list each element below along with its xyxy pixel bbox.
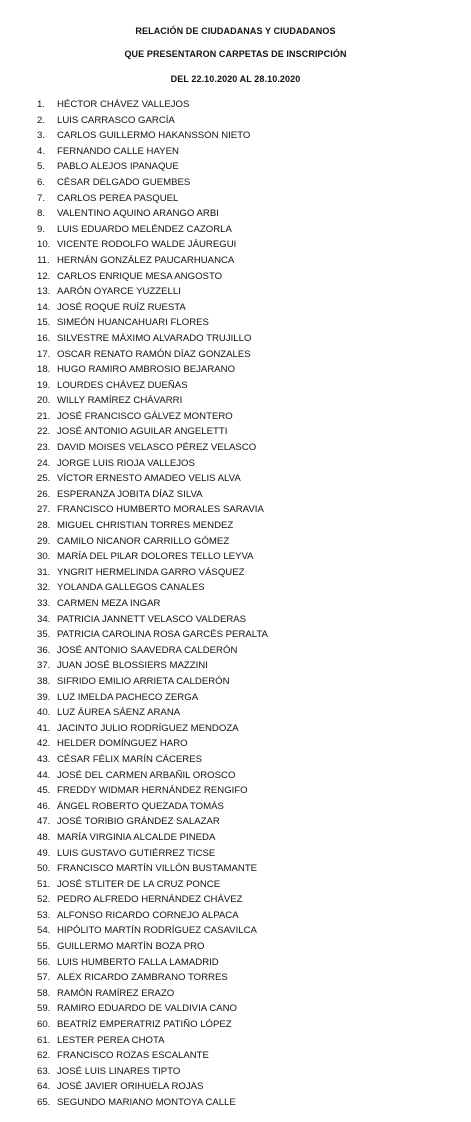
list-item-name: RAMÓN RAMÍREZ ERAZO	[57, 987, 175, 999]
list-item-name: PEDRO ALFREDO HERNÁNDEZ CHÁVEZ	[57, 894, 243, 906]
list-item-number: 60.	[37, 1019, 51, 1031]
list-item-name: JOSÉ JAVIER ORIHUELA ROJAS	[57, 1081, 204, 1093]
list-item-name: LUIS EDUARDO MELÉNDEZ CAZORLA	[57, 223, 232, 235]
list-item-name: LUZ IMELDA PACHECO ZERGA	[57, 691, 199, 703]
date-range: DEL 22.10.2020 AL 28.10.2020	[170, 74, 301, 84]
list-item-name: RAMIRO EDUARDO DE VALDIVIA CANO	[57, 1003, 238, 1015]
list-item-name: BEATRÍZ EMPERATRIZ PATIÑO LÓPEZ	[57, 1019, 232, 1031]
list-item-number: 32.	[37, 582, 51, 594]
list-item-name: LESTER PEREA CHOTA	[57, 1034, 165, 1046]
list-item-number: 1.	[37, 99, 46, 110]
list-item-name: VICENTE RODOLFO WALDE JÁUREGUI	[57, 239, 237, 251]
list-item-number: 42.	[37, 738, 51, 750]
list-item-name: CARMEN MEZA INGAR	[57, 598, 161, 609]
document-subtitle: QUE PRESENTARON CARPETAS DE INSCRIPCIÓN	[124, 49, 347, 59]
list-item-name: JORGE LUIS RIOJA VALLEJOS	[57, 457, 195, 469]
list-item-number: 17.	[37, 348, 51, 360]
list-item-name: CARLOS GUILLERMO HAKANSSON NIETO	[57, 130, 251, 142]
list-item-name: MARÍA DEL PILAR DOLORES TELLO LEYVA	[57, 551, 254, 563]
list-item-number: 38.	[37, 675, 51, 687]
list-item-name: HELDER DOMÍNGUEZ HARO	[57, 738, 188, 750]
list-item-name: SIMEÓN HUANCAHUARI FLORES	[57, 317, 209, 329]
list-item-number: 62.	[37, 1050, 51, 1062]
list-item-number: 21.	[37, 410, 51, 422]
list-item-name: ÁNGEL ROBERTO QUEZADA TOMÁS	[57, 800, 224, 812]
list-item-number: 18.	[37, 364, 51, 376]
list-item-name: HERNÁN GONZÁLEZ PAUCARHUANCA	[57, 254, 235, 266]
document-title: RELACIÓN DE CIUDADANAS Y CIUDADANOS	[135, 26, 336, 36]
list-item-number: 51.	[37, 878, 51, 890]
list-item-name: CARLOS PEREA PASQUEL	[57, 192, 179, 204]
list-item-number: 56.	[37, 956, 51, 968]
list-item-name: JOSÉ DEL CARMEN ARBAÑIL OROSCO	[57, 769, 236, 781]
list-item-name: CAMILO NICANOR CARRILLO GÓMEZ	[57, 535, 230, 547]
list-item-number: 34.	[37, 613, 51, 625]
list-item-number: 63.	[37, 1065, 51, 1077]
list-item-number: 58.	[37, 987, 51, 999]
list-item-number: 4.	[37, 145, 46, 157]
list-item-name: JOSÉ LUIS LINARES TIPTO	[57, 1065, 181, 1077]
list-item-name: FERNANDO CALLE HAYEN	[57, 145, 179, 157]
list-item-name: MIGUEL CHRISTIAN TORRES MENDEZ	[57, 520, 234, 532]
list-item-number: 10.	[37, 239, 51, 251]
list-item-number: 65.	[37, 1097, 51, 1108]
list-item-name: PABLO ALEJOS IPANAQUE	[57, 161, 179, 173]
list-item-name: JUAN JOSÉ BLOSSIERS MAZZINI	[57, 660, 208, 672]
list-item-name: FREDDY WIDMAR HERNÁNDEZ RENGIFO	[57, 785, 248, 797]
list-item-name: SIFRIDO EMILIO ARRIETA CALDERÓN	[57, 675, 230, 687]
list-item-name: HIPÓLITO MARTÍN RODRÍGUEZ CASAVILCA	[57, 925, 257, 937]
list-item-name: LUIS GUSTAVO GUTIÉRREZ TICSE	[57, 847, 216, 859]
list-item-number: 5.	[37, 161, 46, 173]
list-item-number: 43.	[37, 753, 51, 765]
list-item-name: CÉSAR DELGADO GUEMBES	[57, 176, 191, 188]
list-item-name: MARÍA VIRGINIA ALCALDE PINEDA	[57, 831, 216, 843]
list-item-number: 55.	[37, 941, 51, 953]
list-item-number: 54.	[37, 925, 51, 937]
list-item-name: YOLANDA GALLEGOS CANALES	[57, 582, 205, 594]
list-item-number: 13.	[37, 286, 51, 298]
list-item-number: 44.	[37, 769, 51, 781]
list-item-number: 50.	[37, 863, 51, 875]
list-item-number: 15.	[37, 317, 51, 329]
list-item-number: 64.	[37, 1081, 51, 1093]
list-item-number: 25.	[37, 473, 51, 485]
list-item-number: 26.	[37, 488, 51, 500]
list-item-number: 24.	[37, 457, 51, 469]
list-item-number: 7.	[37, 192, 46, 204]
list-item-number: 8.	[37, 208, 46, 220]
list-item-number: 23.	[37, 442, 51, 454]
list-item-name: VALENTINO AQUINO ARANGO ARBI	[57, 208, 219, 220]
list-item-name: YNGRIT HERMELINDA GARRO VÁSQUEZ	[57, 566, 245, 578]
list-item-number: 30.	[37, 551, 51, 563]
list-item-name: WILLY RAMÍREZ CHÁVARRI	[57, 395, 183, 407]
list-item-number: 6.	[37, 176, 46, 188]
list-item-name: GUILLERMO MARTÍN BOZA PRO	[57, 941, 205, 953]
list-item-name: PATRICIA JANNETT VELASCO VALDERAS	[57, 613, 247, 625]
list-item-number: 11.	[37, 254, 50, 266]
list-item-name: JOSÉ ROQUE RUÍZ RUESTA	[57, 301, 186, 313]
list-item-number: 31.	[37, 566, 51, 578]
list-item-name: OSCAR RENATO RAMÓN DÍAZ GONZALES	[57, 348, 251, 360]
list-item-name: ALEX RICARDO ZAMBRANO TORRES	[57, 972, 228, 984]
list-item-name: CÉSAR FÉLIX MARÍN CÁCERES	[57, 753, 203, 765]
list-item-number: 14.	[37, 301, 51, 313]
list-item-number: 39.	[37, 691, 51, 703]
list-item-name: DAVID MOISES VELASCO PÉREZ VELASCO	[57, 442, 257, 454]
list-item-number: 53.	[37, 909, 51, 921]
list-item-number: 3.	[37, 130, 46, 142]
list-item-name: JOSÉ STLITER DE LA CRUZ PONCE	[57, 878, 221, 890]
list-item-number: 37.	[37, 660, 51, 672]
list-item-number: 16.	[37, 332, 51, 344]
list-item-number: 47.	[37, 816, 51, 828]
list-item-number: 46.	[37, 800, 51, 812]
list-item-number: 36.	[37, 644, 51, 656]
list-item-name: JOSÉ ANTONIO SAAVEDRA CALDERÓN	[57, 644, 238, 656]
list-item-name: JACINTO JULIO RODRÍGUEZ MENDOZA	[57, 722, 239, 734]
list-item-name: LUIS CARRASCO GARCÍA	[57, 114, 175, 126]
list-item-name: VÍCTOR ERNESTO AMADEO VELIS ALVA	[57, 473, 241, 485]
list-item-name: LUIS HUMBERTO FALLA LAMADRID	[57, 956, 219, 968]
list-item-number: 52.	[37, 894, 51, 906]
list-item-number: 12.	[37, 270, 51, 282]
list-item-name: FRANCISCO ROZAS ESCALANTE	[57, 1050, 209, 1062]
list-item-name: JOSÉ TORIBIO GRÁNDEZ SALAZAR	[57, 816, 220, 828]
list-item-name: ALFONSO RICARDO CORNEJO ALPACA	[57, 909, 239, 921]
list-item-name: LOURDES CHÁVEZ DUEÑAS	[57, 379, 188, 391]
list-item-number: 57.	[37, 972, 51, 984]
list-item-name: HÉCTOR CHÁVEZ VALLEJOS	[57, 99, 190, 110]
list-item-number: 19.	[37, 379, 51, 391]
list-item-name: HUGO RAMIRO AMBROSIO BEJARANO	[57, 364, 236, 376]
list-item-number: 40.	[37, 707, 51, 719]
list-item-number: 61.	[37, 1034, 51, 1046]
list-item-number: 9.	[37, 223, 46, 235]
list-item-number: 28.	[37, 520, 51, 532]
list-item-name: AARÓN OYARCE YUZZELLI	[57, 286, 181, 298]
list-item-name: FRANCISCO HUMBERTO MORALES SARAVIA	[57, 504, 264, 516]
list-item-number: 59.	[37, 1003, 51, 1015]
list-item-name: JOSÉ FRANCISCO GÁLVEZ MONTERO	[57, 410, 233, 422]
list-item-number: 48.	[37, 831, 51, 843]
list-item-name: SEGUNDO MARIANO MONTOYA CALLE	[57, 1097, 236, 1108]
list-item-number: 20.	[37, 395, 51, 407]
list-item-number: 41.	[37, 722, 51, 734]
list-item-name: PATRICIA CAROLINA ROSA GARCÉS PERALTA	[57, 629, 268, 641]
list-item-name: SILVESTRE MÁXIMO ALVARADO TRUJILLO	[57, 332, 252, 344]
list-item-number: 22.	[37, 426, 51, 438]
list-item-name: ESPERANZA JOBITA DÍAZ SILVA	[57, 488, 203, 500]
list-item-number: 33.	[37, 598, 51, 609]
list-item-number: 29.	[37, 535, 51, 547]
list-item-number: 49.	[37, 847, 51, 859]
list-item-number: 2.	[37, 114, 46, 126]
list-item-name: CARLOS ENRIQUE MESA ANGOSTO	[57, 270, 223, 282]
list-item-number: 45.	[37, 785, 51, 797]
list-item-number: 27.	[37, 504, 51, 516]
list-item-number: 35.	[37, 629, 51, 641]
list-item-name: FRANCISCO MARTÍN VILLÓN BUSTAMANTE	[57, 863, 258, 875]
list-item-name: LUZ ÁUREA SÁENZ ARANA	[57, 707, 181, 719]
list-item-name: JOSÉ ANTONIO AGUILAR ANGELETTI	[57, 426, 228, 438]
